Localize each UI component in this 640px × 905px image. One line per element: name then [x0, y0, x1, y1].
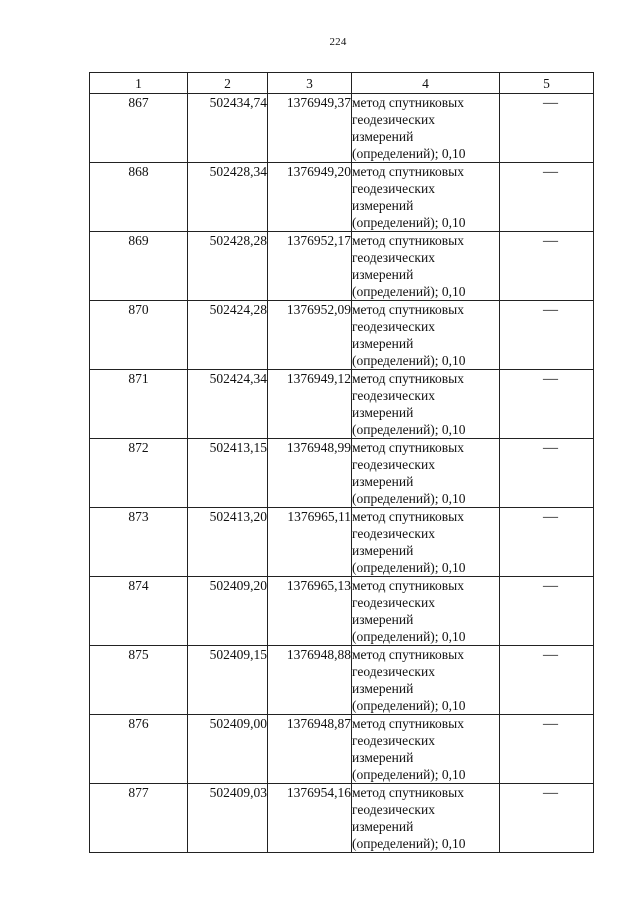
note-cell	[500, 301, 594, 370]
method-text-line: геодезических	[352, 664, 435, 679]
table-row	[90, 301, 594, 370]
method-cell	[352, 784, 500, 853]
table-header-row	[90, 73, 594, 94]
x-coordinate-cell: 502413,15	[188, 439, 268, 508]
method-text-line: геодезических	[352, 595, 435, 610]
method-text-line: метод спутниковых	[352, 302, 464, 317]
coordinates-table	[89, 72, 594, 853]
method-text-line: (определений); 0,10	[352, 698, 466, 713]
method-text-line: (определений); 0,10	[352, 836, 466, 851]
method-cell	[352, 301, 500, 370]
x-coordinate-cell: 502434,74	[188, 94, 268, 163]
dash-mark: —	[543, 164, 558, 180]
method-text-line: измерений	[352, 405, 414, 420]
method-cell	[352, 370, 500, 439]
note-cell	[500, 163, 594, 232]
dash-mark: —	[543, 302, 558, 318]
y-coordinate-cell: 1376952,09	[268, 301, 352, 370]
method-text-line: геодезических	[352, 181, 435, 196]
point-number-cell: 867	[90, 94, 188, 163]
method-text-line: метод спутниковых	[352, 440, 464, 455]
y-coordinate-cell: 1376948,99	[268, 439, 352, 508]
method-text-line: метод спутниковых	[352, 164, 464, 179]
method-text-line: (определений); 0,10	[352, 353, 466, 368]
y-coordinate-cell: 1376948,87	[268, 715, 352, 784]
method-cell	[352, 577, 500, 646]
x-coordinate-cell: 502413,20	[188, 508, 268, 577]
method-text-line: (определений); 0,10	[352, 215, 466, 230]
x-coordinate-cell: 502428,34	[188, 163, 268, 232]
table-row	[90, 508, 594, 577]
note-cell	[500, 784, 594, 853]
table-row	[90, 163, 594, 232]
table-row	[90, 232, 594, 301]
column-header-1: 1	[90, 73, 188, 94]
note-cell	[500, 715, 594, 784]
point-number-cell: 869	[90, 232, 188, 301]
x-coordinate-cell: 502409,00	[188, 715, 268, 784]
y-coordinate-cell: 1376949,37	[268, 94, 352, 163]
point-number-cell: 871	[90, 370, 188, 439]
method-text-line: измерений	[352, 267, 414, 282]
method-text-line: измерений	[352, 681, 414, 696]
y-coordinate-cell: 1376949,12	[268, 370, 352, 439]
point-number-cell: 874	[90, 577, 188, 646]
method-cell	[352, 163, 500, 232]
dash-mark: —	[543, 95, 558, 111]
point-number-cell: 868	[90, 163, 188, 232]
note-cell	[500, 232, 594, 301]
column-header-5: 5	[500, 73, 594, 94]
method-text-line: геодезических	[352, 733, 435, 748]
note-cell	[500, 94, 594, 163]
method-text-line: (определений); 0,10	[352, 629, 466, 644]
point-number-cell: 872	[90, 439, 188, 508]
method-text-line: (определений); 0,10	[352, 284, 466, 299]
method-text-line: геодезических	[352, 319, 435, 334]
method-cell	[352, 232, 500, 301]
x-coordinate-cell: 502424,28	[188, 301, 268, 370]
x-coordinate-cell: 502409,03	[188, 784, 268, 853]
y-coordinate-cell: 1376948,88	[268, 646, 352, 715]
dash-mark: —	[543, 716, 558, 732]
x-coordinate-cell: 502428,28	[188, 232, 268, 301]
y-coordinate-cell: 1376954,16	[268, 784, 352, 853]
note-cell	[500, 646, 594, 715]
note-cell	[500, 577, 594, 646]
method-text-line: метод спутниковых	[352, 578, 464, 593]
method-text-line: геодезических	[352, 112, 435, 127]
method-text-line: (определений); 0,10	[352, 146, 466, 161]
method-text-line: геодезических	[352, 388, 435, 403]
dash-mark: —	[543, 578, 558, 594]
method-text-line: измерений	[352, 750, 414, 765]
method-text-line: (определений); 0,10	[352, 491, 466, 506]
table-row	[90, 370, 594, 439]
dash-mark: —	[543, 233, 558, 249]
dash-mark: —	[543, 785, 558, 801]
method-cell	[352, 94, 500, 163]
note-cell	[500, 370, 594, 439]
dash-mark: —	[543, 440, 558, 456]
method-text-line: измерений	[352, 198, 414, 213]
point-number-cell: 870	[90, 301, 188, 370]
method-text-line: геодезических	[352, 526, 435, 541]
method-text-line: (определений); 0,10	[352, 767, 466, 782]
method-text-line: геодезических	[352, 250, 435, 265]
point-number-cell: 876	[90, 715, 188, 784]
method-text-line: метод спутниковых	[352, 647, 464, 662]
column-header-4: 4	[352, 73, 500, 94]
method-text-line: геодезических	[352, 457, 435, 472]
method-cell	[352, 439, 500, 508]
method-text-line: метод спутниковых	[352, 371, 464, 386]
y-coordinate-cell: 1376952,17	[268, 232, 352, 301]
dash-mark: —	[543, 509, 558, 525]
note-cell	[500, 439, 594, 508]
method-text-line: метод спутниковых	[352, 509, 464, 524]
table-body	[90, 94, 594, 853]
point-number-cell: 875	[90, 646, 188, 715]
y-coordinate-cell: 1376965,13	[268, 577, 352, 646]
method-text-line: метод спутниковых	[352, 716, 464, 731]
method-text-line: измерений	[352, 129, 414, 144]
method-text-line: измерений	[352, 819, 414, 834]
x-coordinate-cell: 502409,20	[188, 577, 268, 646]
method-text-line: (определений); 0,10	[352, 422, 466, 437]
method-cell	[352, 715, 500, 784]
method-text-line: измерений	[352, 336, 414, 351]
dash-mark: —	[543, 647, 558, 663]
method-cell	[352, 646, 500, 715]
table-row	[90, 94, 594, 163]
method-text-line: (определений); 0,10	[352, 560, 466, 575]
table-row	[90, 439, 594, 508]
x-coordinate-cell: 502424,34	[188, 370, 268, 439]
y-coordinate-cell: 1376949,20	[268, 163, 352, 232]
method-text-line: метод спутниковых	[352, 233, 464, 248]
table-row	[90, 646, 594, 715]
table-row	[90, 715, 594, 784]
note-cell	[500, 508, 594, 577]
table-row	[90, 784, 594, 853]
table-row	[90, 577, 594, 646]
method-text-line: геодезических	[352, 802, 435, 817]
point-number-cell: 877	[90, 784, 188, 853]
column-header-2: 2	[188, 73, 268, 94]
column-header-3: 3	[268, 73, 352, 94]
method-text-line: измерений	[352, 543, 414, 558]
method-text-line: метод спутниковых	[352, 785, 464, 800]
method-text-line: метод спутниковых	[352, 95, 464, 110]
point-number-cell: 873	[90, 508, 188, 577]
method-text-line: измерений	[352, 612, 414, 627]
x-coordinate-cell: 502409,15	[188, 646, 268, 715]
y-coordinate-cell: 1376965,11	[268, 508, 352, 577]
method-cell	[352, 508, 500, 577]
dash-mark: —	[543, 371, 558, 387]
page-number: 224	[329, 36, 347, 48]
method-text-line: измерений	[352, 474, 414, 489]
